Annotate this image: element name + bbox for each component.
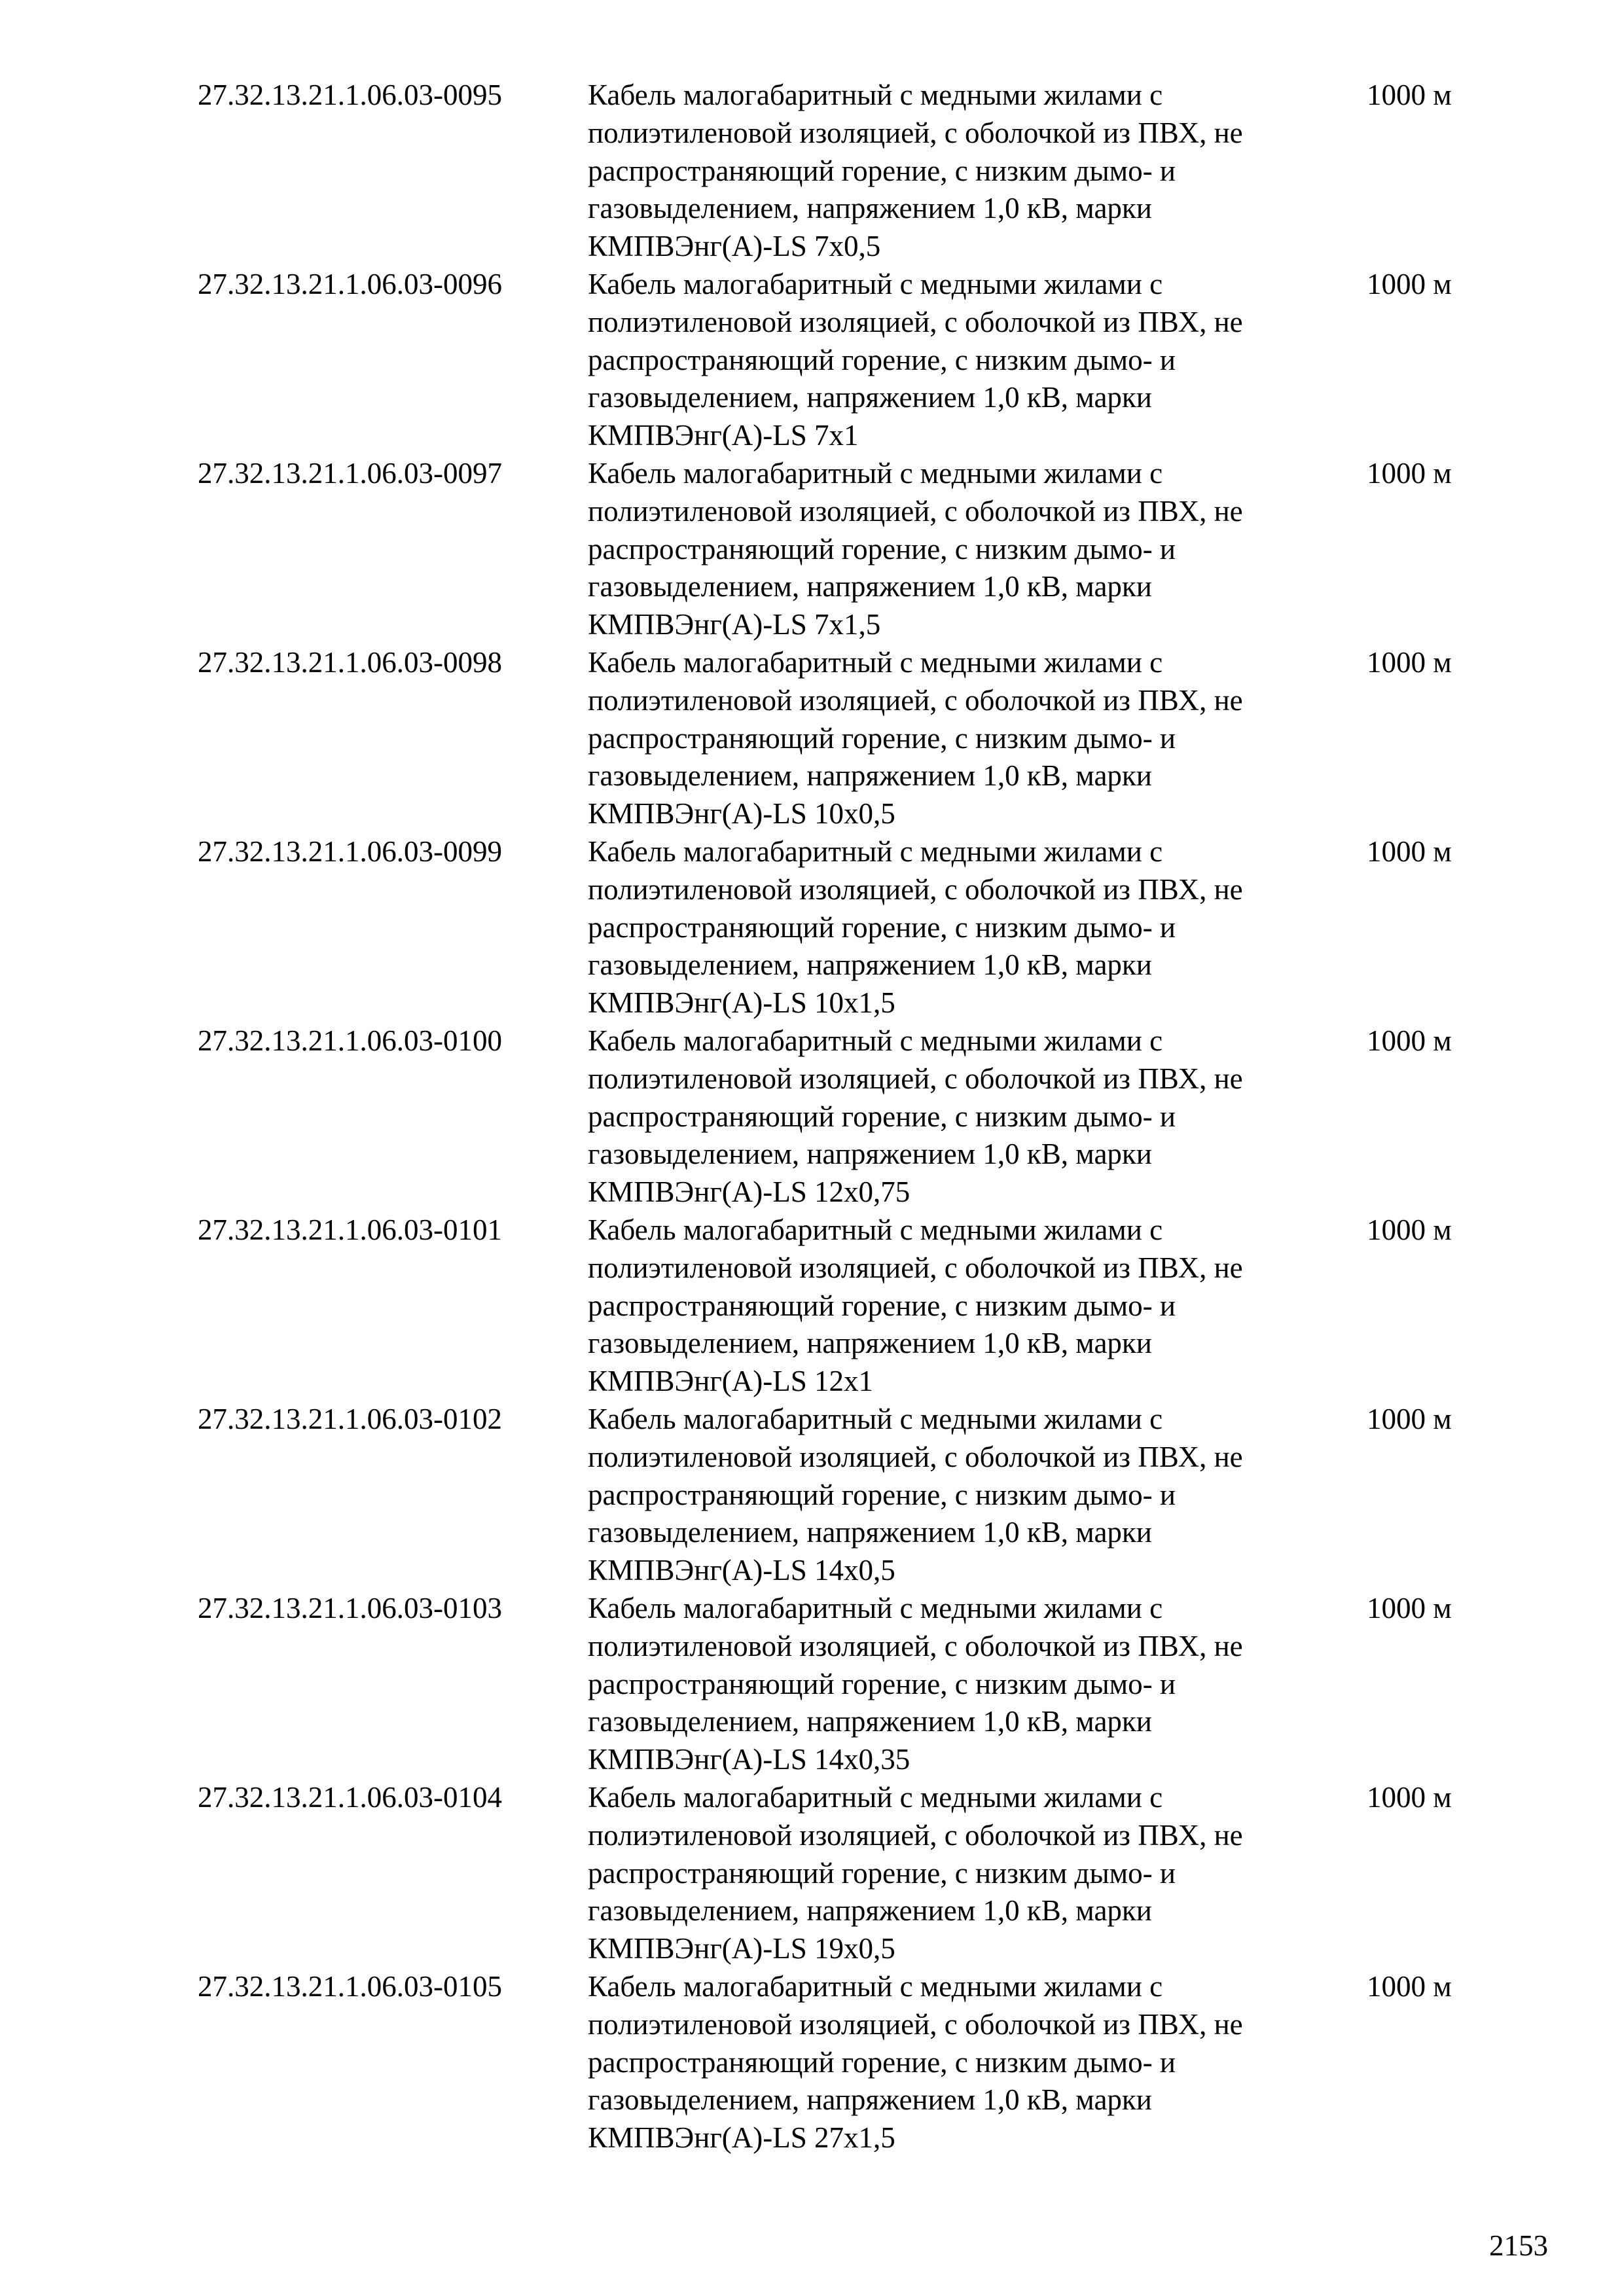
description-line: газовыделением, напряжением 1,0 кВ, марки	[588, 948, 1152, 982]
description-line: Кабель малогабаритный с медными жилами с	[588, 1213, 1163, 1246]
resource-entry	[198, 266, 1481, 455]
description-line: полиэтиленовой изоляцией, с оболочкой из ПВХ, не	[588, 305, 1243, 338]
description-line: Кабель малогабаритный с медными жилами с	[588, 1970, 1163, 2003]
resource-unit: 1000 м	[1367, 646, 1452, 679]
resource-code: 27.32.13.21.1.06.03-0101	[198, 1213, 502, 1246]
description-line: газовыделением, напряжением 1,0 кВ, марки	[588, 1894, 1152, 1928]
description-line: КМПВЭнг(А)-LS 19х0,5	[588, 1932, 895, 1965]
description-line: полиэтиленовой изоляцией, с оболочкой из ПВХ, не	[588, 1818, 1243, 1852]
description-line: Кабель малогабаритный с медными жилами с	[588, 1024, 1163, 1057]
description-line: Кабель малогабаритный с медными жилами с	[588, 646, 1163, 679]
description-line: КМПВЭнг(А)-LS 27х1,5	[588, 2121, 895, 2155]
description-line: газовыделением, напряжением 1,0 кВ, марки	[588, 570, 1152, 603]
resource-entry	[198, 833, 1481, 1022]
description-line: газовыделением, напряжением 1,0 кВ, марки	[588, 759, 1152, 793]
description-line: газовыделением, напряжением 1,0 кВ, марки	[588, 1705, 1152, 1738]
description-line: газовыделением, напряжением 1,0 кВ, марки	[588, 1138, 1152, 1171]
description-line: газовыделением, напряжением 1,0 кВ, марки	[588, 381, 1152, 414]
resource-code: 27.32.13.21.1.06.03-0105	[198, 1970, 502, 2003]
resource-entry	[198, 1211, 1481, 1401]
resource-entry	[198, 1590, 1481, 1779]
resource-entry	[198, 1968, 1481, 2157]
description-line: распространяющий горение, с низким дымо- и	[588, 1100, 1176, 1133]
description-line: Кабель малогабаритный с медными жилами с	[588, 1592, 1163, 1624]
description-line: распространяющий горение, с низким дымо- и	[588, 1478, 1176, 1511]
description-line: полиэтиленовой изоляцией, с оболочкой из ПВХ, не	[588, 683, 1243, 717]
resource-code: 27.32.13.21.1.06.03-0096	[198, 268, 502, 300]
description-line: полиэтиленовой изоляцией, с оболочкой из ПВХ, не	[588, 494, 1243, 528]
page-number: 2153	[1489, 2229, 1548, 2262]
description-line: КМПВЭнг(А)-LS 10х1,5	[588, 986, 895, 1020]
description-line: Кабель малогабаритный с медными жилами с	[588, 835, 1163, 868]
description-line: распространяющий горение, с низким дымо- и	[588, 910, 1176, 944]
resource-code: 27.32.13.21.1.06.03-0097	[198, 457, 502, 490]
description-line: газовыделением, напряжением 1,0 кВ, марки	[588, 1327, 1152, 1360]
resource-unit: 1000 м	[1367, 79, 1452, 111]
resource-entry	[198, 1022, 1481, 1211]
description-line: КМПВЭнг(А)-LS 12х0,75	[588, 1175, 911, 1209]
resource-entry	[198, 455, 1481, 644]
description-line: КМПВЭнг(А)-LS 7х1,5	[588, 608, 881, 641]
resource-code: 27.32.13.21.1.06.03-0100	[198, 1024, 502, 1057]
resource-unit: 1000 м	[1367, 1403, 1452, 1435]
description-line: распространяющий горение, с низким дымо- и	[588, 1667, 1176, 1700]
resource-unit: 1000 м	[1367, 1024, 1452, 1057]
description-line: газовыделением, напряжением 1,0 кВ, марки	[588, 2083, 1152, 2117]
resource-unit: 1000 м	[1367, 268, 1452, 300]
description-line: КМПВЭнг(А)-LS 12х1	[588, 1365, 874, 1398]
resource-unit: 1000 м	[1367, 1592, 1452, 1624]
description-line: распространяющий горение, с низким дымо- и	[588, 154, 1176, 187]
resource-entry	[198, 1779, 1481, 1968]
resource-entry	[198, 77, 1481, 266]
resource-unit: 1000 м	[1367, 457, 1452, 490]
description-line: распространяющий горение, с низким дымо- и	[588, 2045, 1176, 2079]
description-line: распространяющий горение, с низким дымо- и	[588, 1289, 1176, 1322]
resource-entry	[198, 1401, 1481, 1590]
description-line: Кабель малогабаритный с медными жилами с	[588, 1403, 1163, 1435]
description-line: полиэтиленовой изоляцией, с оболочкой из ПВХ, не	[588, 872, 1243, 906]
description-line: полиэтиленовой изоляцией, с оболочкой из ПВХ, не	[588, 1440, 1243, 1473]
resource-unit: 1000 м	[1367, 1781, 1452, 1814]
description-line: Кабель малогабаритный с медными жилами с	[588, 457, 1163, 490]
resource-code: 27.32.13.21.1.06.03-0099	[198, 835, 502, 868]
description-line: полиэтиленовой изоляцией, с оболочкой из ПВХ, не	[588, 2007, 1243, 2041]
description-line: газовыделением, напряжением 1,0 кВ, марки	[588, 192, 1152, 225]
description-line: распространяющий горение, с низким дымо- и	[588, 721, 1176, 755]
resource-list	[198, 77, 1481, 2157]
description-line: Кабель малогабаритный с медными жилами с	[588, 268, 1163, 300]
description-line: полиэтиленовой изоляцией, с оболочкой из ПВХ, не	[588, 116, 1243, 149]
description-line: газовыделением, напряжением 1,0 кВ, марки	[588, 1516, 1152, 1549]
resource-code: 27.32.13.21.1.06.03-0104	[198, 1781, 502, 1814]
description-line: распространяющий горение, с низким дымо- и	[588, 343, 1176, 376]
resource-unit: 1000 м	[1367, 1213, 1452, 1246]
resource-code: 27.32.13.21.1.06.03-0103	[198, 1592, 502, 1624]
resource-unit: 1000 м	[1367, 1970, 1452, 2003]
description-line: Кабель малогабаритный с медными жилами с	[588, 1781, 1163, 1814]
description-line: КМПВЭнг(А)-LS 7х1	[588, 419, 859, 452]
description-line: КМПВЭнг(А)-LS 14х0,5	[588, 1554, 895, 1587]
description-line: КМПВЭнг(А)-LS 14х0,35	[588, 1743, 911, 1776]
description-line: полиэтиленовой изоляцией, с оболочкой из ПВХ, не	[588, 1629, 1243, 1662]
description-line: распространяющий горение, с низким дымо- и	[588, 532, 1176, 565]
description-line: Кабель малогабаритный с медными жилами с	[588, 79, 1163, 111]
description-line: распространяющий горение, с низким дымо- и	[588, 1856, 1176, 1890]
resource-entry	[198, 644, 1481, 833]
description-line: полиэтиленовой изоляцией, с оболочкой из ПВХ, не	[588, 1062, 1243, 1095]
resource-unit: 1000 м	[1367, 835, 1452, 868]
description-line: КМПВЭнг(А)-LS 7х0,5	[588, 230, 881, 263]
description-line: полиэтиленовой изоляцией, с оболочкой из ПВХ, не	[588, 1251, 1243, 1284]
resource-code: 27.32.13.21.1.06.03-0102	[198, 1403, 502, 1435]
resource-code: 27.32.13.21.1.06.03-0095	[198, 79, 502, 111]
description-line: КМПВЭнг(А)-LS 10х0,5	[588, 797, 895, 831]
resource-code: 27.32.13.21.1.06.03-0098	[198, 646, 502, 679]
